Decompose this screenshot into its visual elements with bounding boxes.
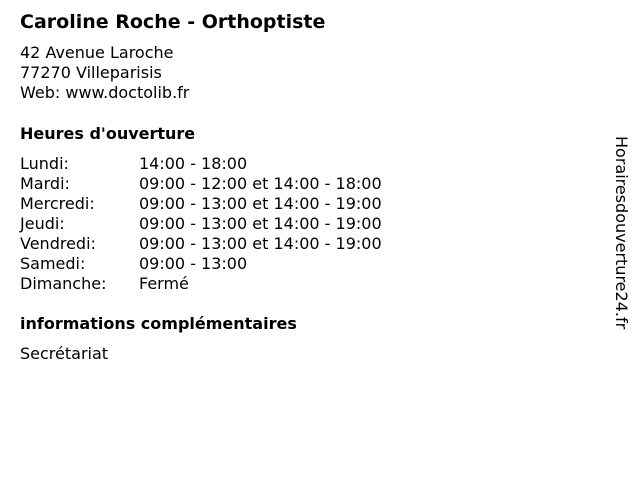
address-block bbox=[20, 43, 189, 103]
day-label: Dimanche: bbox=[20, 274, 107, 293]
day-label: Jeudi: bbox=[20, 214, 65, 233]
address-street: 42 Avenue Laroche bbox=[20, 43, 174, 62]
time-value: 14:00 - 18:00 bbox=[139, 154, 248, 173]
day-label: Samedi: bbox=[20, 254, 86, 273]
hours-row-saturday bbox=[20, 254, 382, 274]
watermark-text: Horairesdouverture24.fr bbox=[612, 136, 631, 330]
additional-info-text: Secrétariat bbox=[20, 344, 109, 363]
time-value: 09:00 - 12:00 et 14:00 - 18:00 bbox=[139, 174, 382, 193]
day-label: Lundi: bbox=[20, 154, 69, 173]
page-title: Caroline Roche - Orthoptiste bbox=[20, 11, 326, 33]
website-line: Web: www.doctolib.fr bbox=[20, 83, 190, 102]
address-city: 77270 Villeparisis bbox=[20, 63, 162, 82]
hours-row-sunday bbox=[20, 274, 382, 294]
hours-row-wednesday bbox=[20, 194, 382, 214]
hours-row-thursday bbox=[20, 214, 382, 234]
hours-row-friday bbox=[20, 234, 382, 254]
time-value: 09:00 - 13:00 et 14:00 - 19:00 bbox=[139, 194, 382, 213]
hours-row-tuesday bbox=[20, 174, 382, 194]
additional-info-heading: informations complémentaires bbox=[20, 314, 297, 333]
time-value: Fermé bbox=[139, 274, 189, 293]
time-value: 09:00 - 13:00 et 14:00 - 19:00 bbox=[139, 214, 382, 233]
hours-row-monday bbox=[20, 154, 382, 174]
time-value: 09:00 - 13:00 et 14:00 - 19:00 bbox=[139, 234, 382, 253]
time-value: 09:00 - 13:00 bbox=[139, 254, 248, 273]
opening-hours-heading: Heures d'ouverture bbox=[20, 124, 196, 143]
day-label: Mercredi: bbox=[20, 194, 95, 213]
opening-hours-list bbox=[20, 154, 382, 294]
day-label: Vendredi: bbox=[20, 234, 96, 253]
day-label: Mardi: bbox=[20, 174, 70, 193]
